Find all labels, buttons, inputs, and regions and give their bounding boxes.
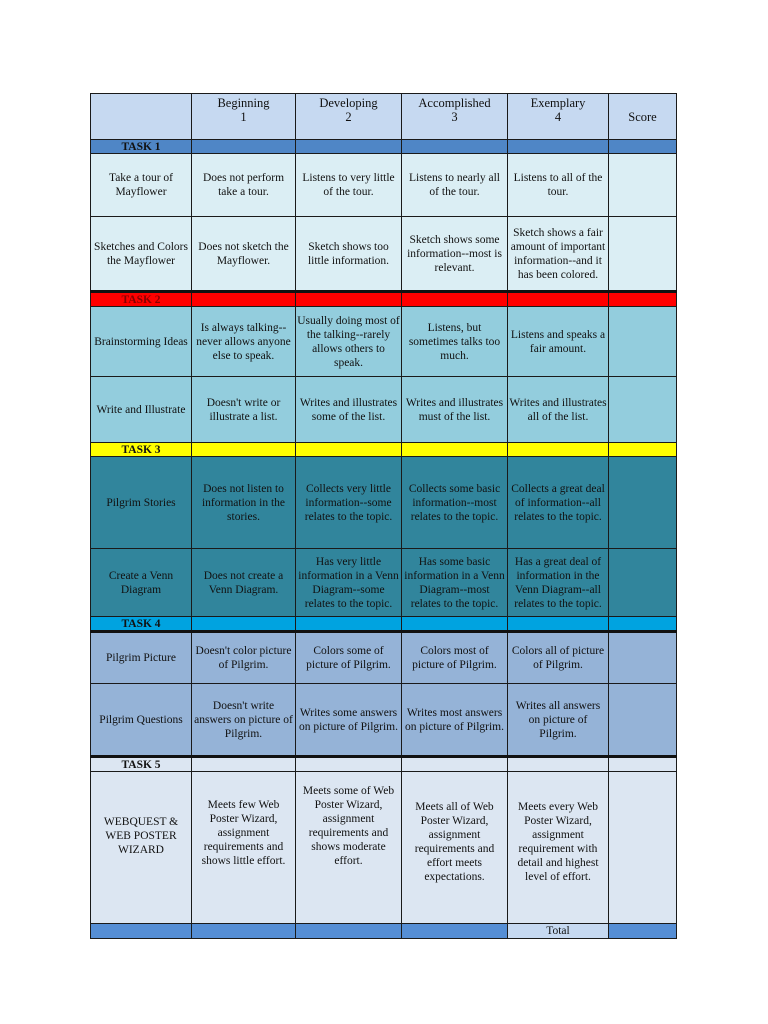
cell-developing: Sketch shows too little information. [296, 217, 402, 292]
table-row [91, 307, 677, 377]
cell-developing: Listens to very little of the tour. [296, 154, 402, 217]
rubric-table [90, 93, 677, 939]
cell-developing: Colors some of picture of Pilgrim. [296, 632, 402, 684]
table-row [91, 154, 677, 217]
task-1-header [91, 140, 677, 154]
score-cell[interactable] [609, 217, 677, 292]
cell-beginning: Does not sketch the Mayflower. [192, 217, 296, 292]
cell-developing: Usually doing most of the talking--rarely allows others to speak. [296, 307, 402, 377]
cell-beginning: Doesn't write or illustrate a list. [192, 377, 296, 443]
cell-exemplary: Writes and illustrates all of the list. [508, 377, 609, 443]
criterion: Pilgrim Questions [91, 684, 192, 757]
criterion: Write and Illustrate [91, 377, 192, 443]
cell-beginning: Does not perform take a tour. [192, 154, 296, 217]
task-4-header [91, 617, 677, 632]
cell-exemplary: Listens and speaks a fair amount. [508, 307, 609, 377]
cell-accomplished: Sketch shows some information--most is relevant. [402, 217, 508, 292]
cell-accomplished: Meets all of Web Poster Wizard, assignment requirements and effort meets expectations. [402, 772, 508, 924]
criterion: Pilgrim Picture [91, 632, 192, 684]
total-label: Total [508, 924, 609, 939]
cell-developing: Writes and illustrates some of the list. [296, 377, 402, 443]
header-score: Score [609, 94, 677, 140]
header-criteria [91, 94, 192, 140]
cell-accomplished: Has some basic information in a Venn Diagram--most relates to the topic. [402, 549, 508, 617]
total-score-cell[interactable] [609, 924, 677, 939]
cell-beginning: Does not listen to information in the stories. [192, 457, 296, 549]
task-label: TASK 2 [91, 292, 192, 307]
cell-developing: Collects very little information--some relates to the topic. [296, 457, 402, 549]
score-cell[interactable] [609, 377, 677, 443]
cell-exemplary: Has a great deal of information in the Venn Diagram--all relates to the topic. [508, 549, 609, 617]
criterion: Create a Venn Diagram [91, 549, 192, 617]
score-cell[interactable] [609, 684, 677, 757]
cell-beginning: Does not create a Venn Diagram. [192, 549, 296, 617]
cell-developing: Meets some of Web Poster Wizard, assignment requirements and shows moderate effort. [296, 772, 402, 924]
score-cell[interactable] [609, 457, 677, 549]
criterion: Take a tour of Mayflower [91, 154, 192, 217]
table-row [91, 217, 677, 292]
score-cell[interactable] [609, 632, 677, 684]
cell-accomplished: Listens, but sometimes talks too much. [402, 307, 508, 377]
task-5-header [91, 757, 677, 772]
cell-accomplished: Writes and illustrates must of the list. [402, 377, 508, 443]
header-accomplished: Accomplished 3 [402, 94, 508, 140]
cell-exemplary: Sketch shows a fair amount of important information--and it has been colored. [508, 217, 609, 292]
cell-beginning: Is always talking--never allows anyone else to speak. [192, 307, 296, 377]
task-label: TASK 4 [91, 617, 192, 632]
cell-exemplary: Meets every Web Poster Wizard, assignment requirement with detail and highest level of effort. [508, 772, 609, 924]
header-exemplary: Exemplary 4 [508, 94, 609, 140]
criterion: Sketches and Colors the Mayflower [91, 217, 192, 292]
task-3-header [91, 443, 677, 457]
cell-developing: Writes some answers on picture of Pilgrim. [296, 684, 402, 757]
cell-accomplished: Listens to nearly all of the tour. [402, 154, 508, 217]
cell-exemplary: Writes all answers on picture of Pilgrim. [508, 684, 609, 757]
cell-beginning: Doesn't color picture of Pilgrim. [192, 632, 296, 684]
cell-accomplished: Collects some basic information--most relates to the topic. [402, 457, 508, 549]
cell-accomplished: Colors most of picture of Pilgrim. [402, 632, 508, 684]
score-cell[interactable] [609, 307, 677, 377]
header-developing: Developing 2 [296, 94, 402, 140]
task-2-header [91, 292, 677, 307]
criterion: Pilgrim Stories [91, 457, 192, 549]
header-beginning: Beginning 1 [192, 94, 296, 140]
task-label: TASK 3 [91, 443, 192, 457]
cell-developing: Has very little information in a Venn Diagram--some relates to the topic. [296, 549, 402, 617]
task-label: TASK 1 [91, 140, 192, 154]
score-cell[interactable] [609, 772, 677, 924]
header-row [91, 94, 677, 140]
table-row [91, 377, 677, 443]
cell-beginning: Doesn't write answers on picture of Pilgrim. [192, 684, 296, 757]
table-row [91, 772, 677, 924]
cell-exemplary: Colors all of picture of Pilgrim. [508, 632, 609, 684]
score-cell[interactable] [609, 549, 677, 617]
cell-beginning: Meets few Web Poster Wizard, assignment requirements and shows little effort. [192, 772, 296, 924]
criterion: WEBQUEST & WEB POSTER WIZARD [91, 772, 192, 924]
table-row [91, 632, 677, 684]
table-row [91, 457, 677, 549]
score-cell[interactable] [609, 154, 677, 217]
criterion: Brainstorming Ideas [91, 307, 192, 377]
cell-exemplary: Listens to all of the tour. [508, 154, 609, 217]
cell-exemplary: Collects a great deal of information--all relates to the topic. [508, 457, 609, 549]
table-row [91, 549, 677, 617]
task-label: TASK 5 [91, 757, 192, 772]
table-row [91, 684, 677, 757]
cell-accomplished: Writes most answers on picture of Pilgrim. [402, 684, 508, 757]
total-row [91, 924, 677, 939]
